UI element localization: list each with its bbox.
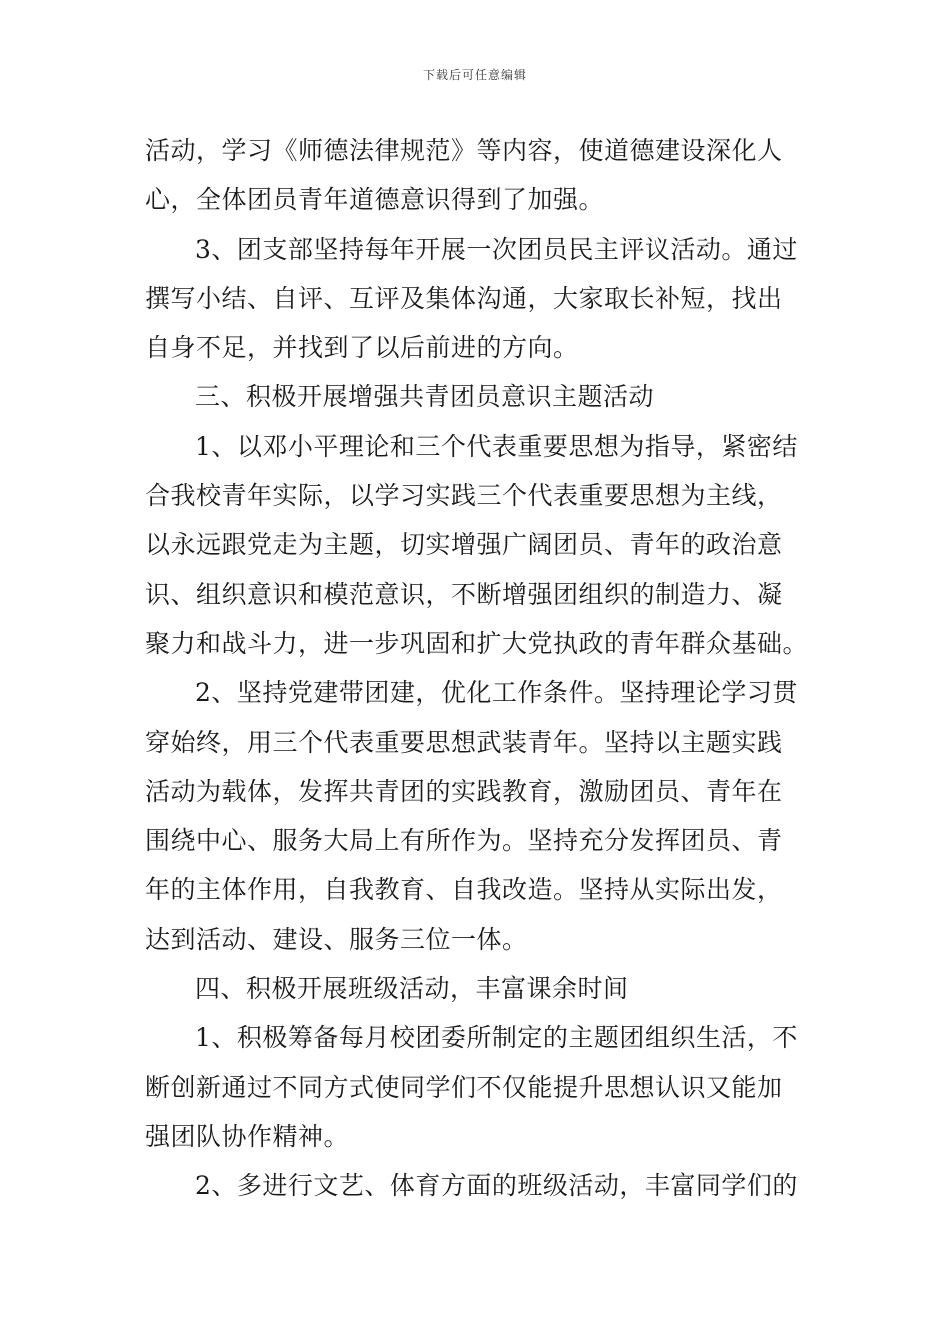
text-line: 以永远跟党走为主题，切实增强广阔团员、青年的政治意 xyxy=(145,530,783,560)
text-line: 活动为载体，发挥共青团的实践教育，激励团员、青年在 xyxy=(145,776,783,806)
text-line: 达到活动、建设、服务三位一体。 xyxy=(145,924,528,954)
text-line: 识、组织意识和模范意识，不断增强团组织的制造力、凝 xyxy=(145,579,783,609)
text-line: 2、多进行文艺、体育方面的班级活动，丰富同学们的 xyxy=(195,1171,798,1201)
text-line: 三、积极开展增强共青团员意识主题活动 xyxy=(195,382,655,412)
text-line: 自身不足，并找到了以后前进的方向。 xyxy=(145,333,579,363)
document-body xyxy=(145,126,810,1211)
text-line: 合我校青年实际，以学习实践三个代表重要思想为主线， xyxy=(145,481,783,511)
text-line: 年的主体作用，自我教育、自我改造。坚持从实际出发， xyxy=(145,875,783,905)
text-line: 2、坚持党建带团建，优化工作条件。坚持理论学习贯 xyxy=(195,678,798,708)
text-line: 心，全体团员青年道德意识得到了加强。 xyxy=(145,185,605,215)
text-line: 聚力和战斗力，进一步巩固和扩大党执政的青年群众基础。 xyxy=(145,628,809,658)
text-line: 围绕中心、服务大局上有所作为。坚持充分发挥团员、青 xyxy=(145,826,783,856)
text-line: 穿始终，用三个代表重要思想武装青年。坚持以主题实践 xyxy=(145,727,783,757)
text-line: 1、积极筹备每月校团委所制定的主题团组织生活，不 xyxy=(195,1023,798,1053)
text-line: 强团队协作精神。 xyxy=(145,1121,350,1151)
page-header: 下载后可任意编辑 xyxy=(422,68,527,82)
text-line: 1、以邓小平理论和三个代表重要思想为指导，紧密结 xyxy=(195,431,798,461)
text-line: 断创新通过不同方式使同学们不仅能提升思想认识又能加 xyxy=(145,1072,783,1102)
text-line: 活动，学习《师德法律规范》等内容，使道德建设深化人 xyxy=(145,136,783,165)
text-line: 3、团支部坚持每年开展一次团员民主评议活动。通过 xyxy=(195,234,798,264)
text-line: 四、积极开展班级活动，丰富课余时间 xyxy=(195,974,629,1004)
text-line: 撰写小结、自评、互评及集体沟通，大家取长补短，找出 xyxy=(145,283,783,313)
